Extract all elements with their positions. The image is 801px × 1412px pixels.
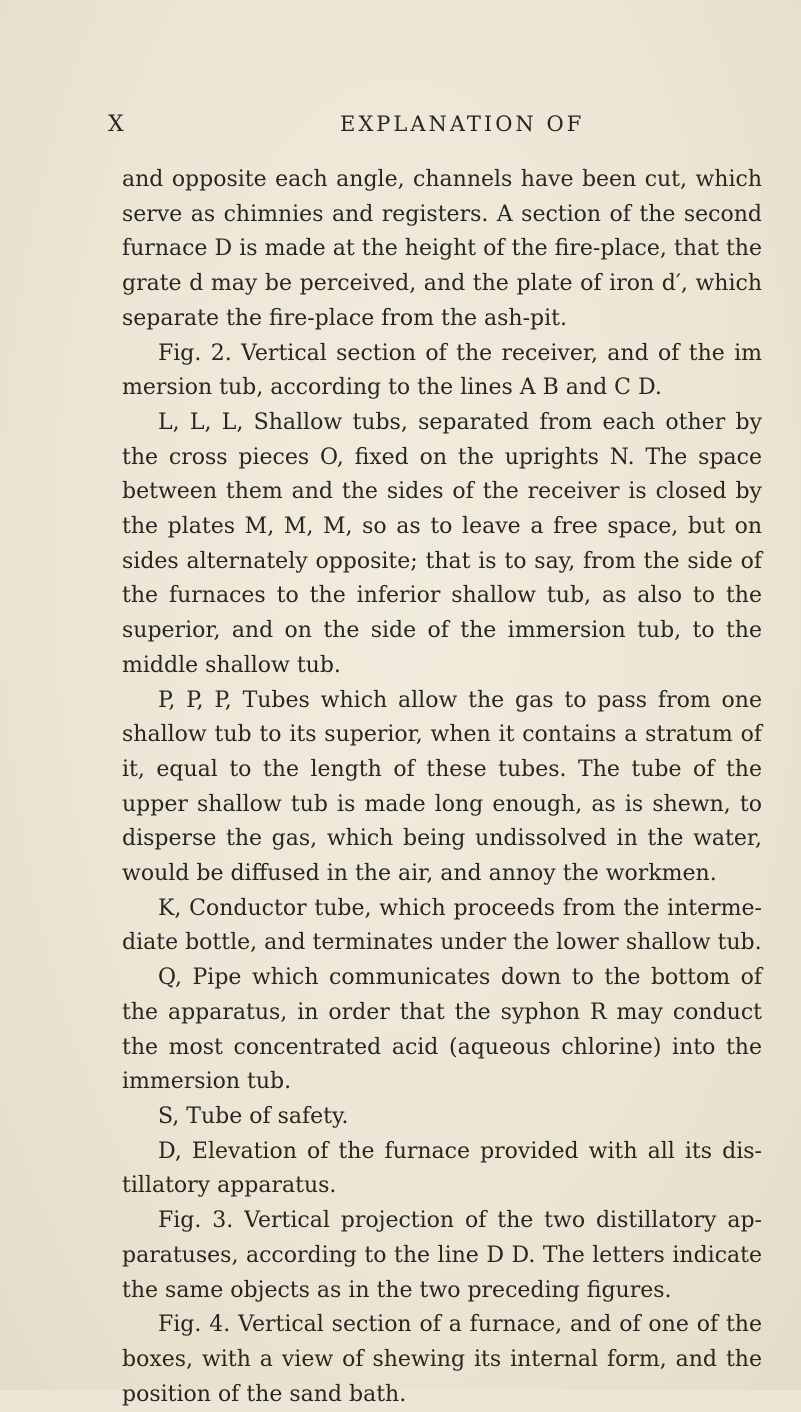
page-number: X: [108, 112, 125, 137]
paragraph-continuation: and opposite each angle, channels have been cut, which serve as chimnies and registers. A section of the second furnace D is made at the height of the fire-place, that the grate d may be perceived, and the plate of iron d′, which separate the fire-place from the ash-pit.: [122, 167, 762, 331]
running-title: EXPLANATION OF: [340, 112, 585, 136]
paragraph-conductor-tube: K, Conductor tube, which proceeds from the interme- diate bottle, and terminates under the lower shallow tub.: [122, 895, 762, 956]
paragraph-tubes: P, P, P, Tubes which allow the gas to pass from one shallow tub to its superior, when it contains a stratum of it, equal to the length of these tubes. The tube of the upper shallow tub is made long enough, as is shewn, to disperse the gas, which being undissolved in the water, would be diffused in the air, and annoy the workmen.: [122, 687, 762, 887]
paragraph-pipe: Q, Pipe which communicates down to the bottom of the apparatus, in order that the syphon R may conduct the most concentrated acid (aqueous chlorine) into the immersion tub.: [122, 965, 762, 1095]
paragraph-fig-2: Fig. 2. Vertical section of the receiver, and of the im mersion tub, according to the lines A B and C D.: [122, 340, 762, 401]
running-head: [0, 112, 801, 142]
paragraph-fig-4: Fig. 4. Vertical section of a furnace, and of one of the boxes, with a view of shewing its internal form, and the position of the sand bath.: [122, 1312, 762, 1407]
paragraph-shallow-tubs: L, L, L, Shallow tubs, separated from each other by the cross pieces O, fixed on the uprights N. The space between them and the sides of the receiver is closed by the plates M, M, M, so as to leave a free space, but on sides alternately opposite; that is to say, from the side of the furnaces to the inferior shallow tub, as also to the superior, and on the side of the immersion tub, to the middle shallow tub.: [122, 409, 762, 678]
paragraph-fig-3: Fig. 3. Vertical projection of the two distillatory ap- paratuses, according to the line D D. The letters indicate the same objects as in the two preceding figures.: [122, 1208, 762, 1303]
paragraph-tube-of-safety: S, Tube of safety.: [158, 1103, 349, 1129]
paragraph-elevation: D, Elevation of the furnace provided with all its dis- tillatory apparatus.: [122, 1138, 762, 1199]
body-text: [122, 163, 762, 1412]
